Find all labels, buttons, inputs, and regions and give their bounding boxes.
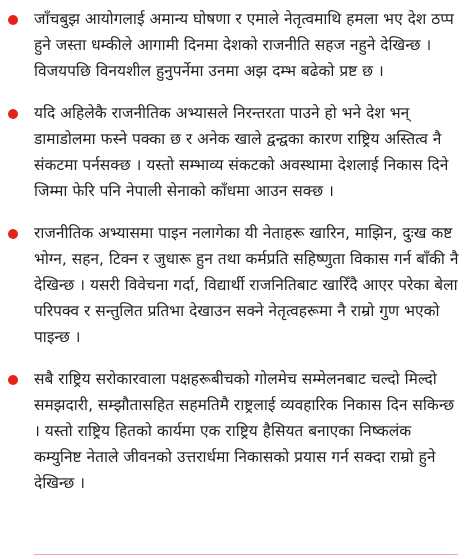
- red-circle-bullet-icon: [8, 229, 18, 239]
- list-item: [0, 366, 472, 496]
- paragraph-text: सबै राष्ट्रिय सरोकारवाला पक्षहरूबीचको गोलमेच सम्मेलनबाट चल्दो मिल्दो समझदारी, सम्झौतासहित सहमतिमै राष्ट्रलाई व्यवहारिक निकास दिन सकिन्छ । यस्तो राष्ट्रिय हितको कार्यमा एक राष्ट्रिय हैसियत बनाएका निष्कलंक कम्युनिष्ट नेताले जीवनको उत्तरार्धमा निकासको प्रयास गर्न सक्दा राम्रो हुने देखिन्छ ।: [34, 370, 455, 492]
- list-item: [0, 6, 472, 84]
- red-circle-bullet-icon: [8, 15, 18, 25]
- bottom-divider: [34, 554, 458, 555]
- paragraph-text: राजनीतिक अभ्यासमा पाइन नलागेका यी नेताहरू खारिन, माझिन, दुःख कष्ट भोग्न, सहन, टिक्न र जुधारू हुन तथा कर्मप्रति सहिष्णुता विकास गर्न बाँकी नै देखिन्छ । यसरी विवेचना गर्दा, विद्यार्थी राजनितिबाट खारिँदै आएर परेका बेला परिपक्व र सन्तुलित प्रतिभा देखाउन सक्ने नेतृत्वहरूमा नै राम्रो गुण भएको पाइन्छ ।: [34, 224, 459, 346]
- paragraph-text: यदि अहिलेकै राजनीतिक अभ्यासले निरन्तरता पाउने हो भने देश भन् डामाडोलमा फस्ने पक्का छ र अनेक खाले द्वन्द्वका कारण राष्ट्रिय अस्तित्व नै संकटमा पर्नसक्छ । यस्तो सम्भाव्य संकटको अवस्थामा देशलाई निकास दिने जिम्मा फेरि पनि नेपाली सेनाको काँधमा आउन सक्छ ।: [34, 104, 449, 200]
- list-item: [0, 100, 472, 204]
- bullet-list: [0, 6, 472, 512]
- red-circle-bullet-icon: [8, 109, 18, 119]
- list-item: [0, 220, 472, 350]
- paragraph-text: जाँचबुझ आयोगलाई अमान्य घोषणा र एमाले नेतृत्वमाथि हमला भए देश ठप्प हुने जस्ता धम्कीले आगामी दिनमा देशको राजनीति सहज नहुने देखिन्छ । विजयपछि विनयशील हुनुपर्नेमा उनमा अझ दम्भ बढेको प्रष्ट छ ।: [34, 10, 454, 80]
- red-circle-bullet-icon: [8, 375, 18, 385]
